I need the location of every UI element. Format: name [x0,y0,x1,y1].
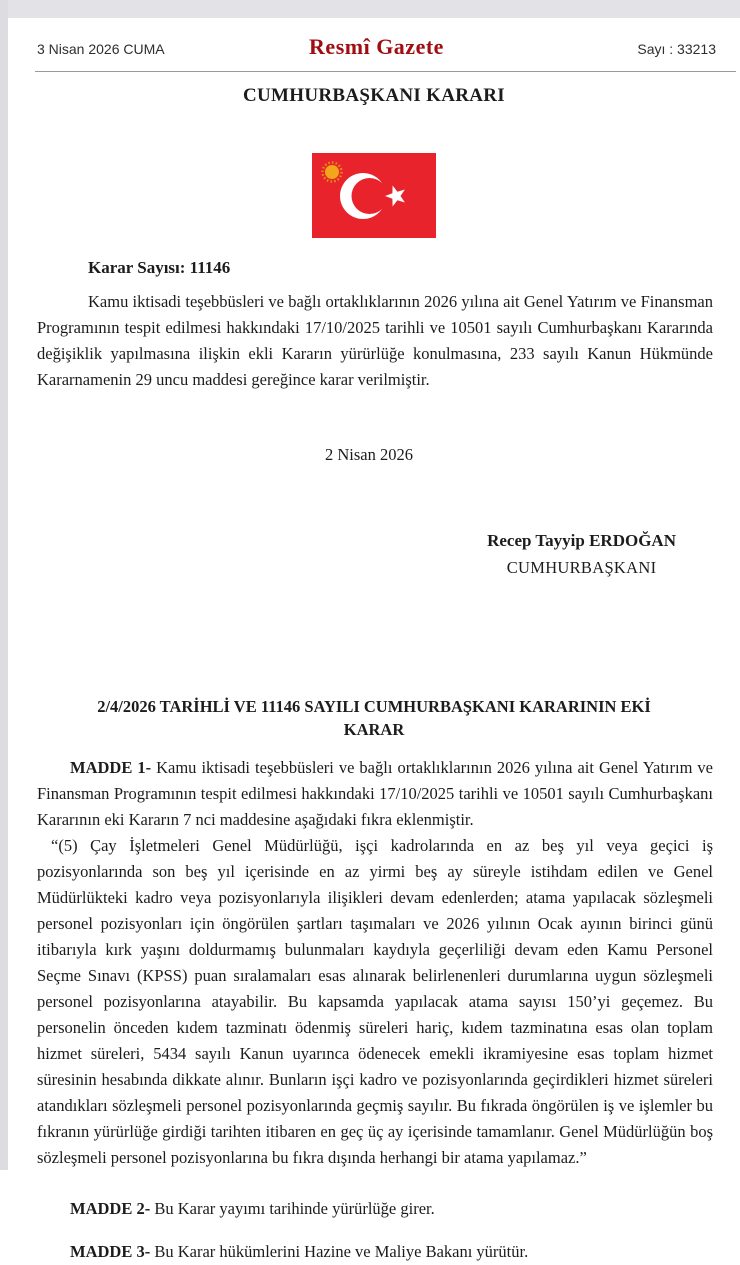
decree-date: 2 Nisan 2026 [325,445,413,464]
signer-name: Recep Tayyip ERDOĞAN [487,531,676,550]
annex-heading-line1: 2/4/2026 TARİHLİ VE 11146 SAYILI CUMHURBAŞKANI KARARININ EKİ [97,697,651,716]
issue-number: Sayı : 33213 [637,41,716,57]
document-title: CUMHURBAŞKANI KARARI [243,85,505,106]
decree-number: Karar Sayısı: 11146 [88,258,231,277]
presidential-sun-seal-icon [323,163,342,182]
browser-background-top [0,0,740,18]
decree-body-paragraph: Kamu iktisadi teşebbüsleri ve bağlı ortaklıklarının 2026 yılına ait Genel Yatırım ve Finansman Programının tespit edilmesi hakkındaki 17/10/2025 tarihli ve 10501 sayılı Cumhurbaşkanı Kararında değişiklik yapılmasına ilişkin ekli Kararın yürürlüğe konulmasına, 233 sayılı Kanun Hükmünde Kararnamenin 29 uncu maddesi gereğince karar verilmiştir. [37,292,713,389]
annex-heading-line2: KARAR [343,720,405,739]
article-2-text: Bu Karar yayımı tarihinde yürürlüğe girer. [150,1199,435,1218]
article-1-text: Kamu iktisadi teşebbüsleri ve bağlı ortaklıklarının 2026 yılına ait Genel Yatırım ve Finansman Programının tespit edilmesi hakkındaki 17/10/2025 tarihli ve 10501 sayılı Cumhurbaşkanı Kararının eki Kararın 7 nci maddesine aşağıdaki fıkra eklenmiştir. [37,758,713,829]
article-2-paragraph [37,1196,713,1222]
article-3-paragraph [37,1239,713,1265]
article-3-text: Bu Karar hükümlerini Hazine ve Maliye Bakanı yürütür. [150,1242,529,1261]
article-1-paragraph [37,755,713,833]
clause-5-paragraph: “(5) Çay İşletmeleri Genel Müdürlüğü, işçi kadrolarında en az beş yıl veya geçici iş pozisyonlarında son beş yıl içerisinde en az yirmi beş ay süreyle istihdam edilen ve Genel Müdürlükteki kadro veya pozisyonlarıyla ilişikleri devam edenlerden; atama yapılacak sözleşmeli personel pozisyonları için öngörülen şartları taşımaları ve 2026 yılının Ocak ayının birinci günü itibarıyla kırk yaşını doldurmamış bulunmaları kaydıyla geçerliliği devam eden Kamu Personel Seçme Sınavı (KPSS) puan sıralamaları esas alınarak belirlenenleri durumlarına uygun sözleşmeli personel pozisyonlarına atayabilir. Bu kapsamda yapılacak atama sayısı 150’yi geçemez. Bu personelin önceden kıdem tazminatı ödenmiş süreleri hariç, kıdem tazminatına esas olan toplam hizmet süreleri, 5434 sayılı Kanun uyarınca ödenecek emekli ikramiyesine esas toplam hizmet süresinin hesabında dikkate alınır. Bunların işçi kadro ve pozisyonlarında geçirdikleri hizmet süreleri atandıkları sözleşmeli personel pozisyonlarında geçmiş sayılır. Bu fıkrada öngörülen iş ve işlemler bu fıkranın yürürlüğe girdiği tarihten itibaren en geç üç ay içerisinde tamamlanır. Genel Müdürlüğün boş sözleşmeli personel pozisyonlarına bu fıkra dışında herhangi bir atama yapılamaz.” [37,836,713,1167]
masthead-title: Resmî Gazete [309,34,444,59]
signature-block [487,531,676,578]
header-divider [35,71,736,72]
turkish-presidential-flag-image [312,153,436,238]
annex-heading [48,695,700,741]
flag-svg [312,153,436,238]
article-3-label: MADDE 3- [70,1242,151,1261]
article-1-label: MADDE 1- [70,758,152,777]
signer-title: CUMHURBAŞKANI [506,558,657,577]
gazette-header [37,34,716,60]
browser-background-left [0,0,8,1170]
publication-date: 3 Nisan 2026 CUMA [37,41,165,57]
article-2-label: MADDE 2- [70,1199,151,1218]
gazette-page [8,18,740,1261]
